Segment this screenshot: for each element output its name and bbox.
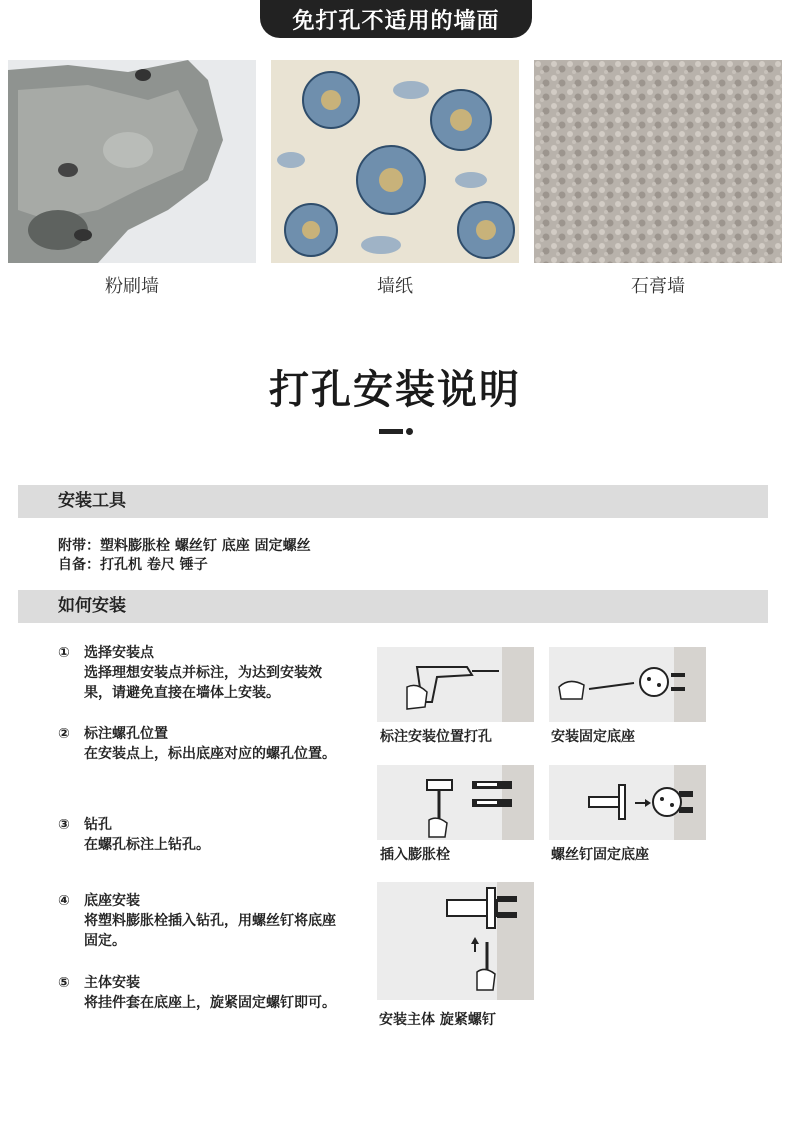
wall-label-plaster: 粉刷墙 — [105, 276, 159, 297]
panel-caption-3: 插入膨胀栓 — [380, 847, 450, 863]
wall-label-wallpaper: 墙纸 — [377, 276, 413, 297]
step-desc: 选择理想安装点并标注，为达到安装效果，请避免直接在墙体上安装。 — [84, 665, 322, 701]
panel-caption-1: 标注安装位置打孔 — [380, 729, 492, 745]
panel-screw-base-illustration — [549, 765, 706, 840]
step-title: 主体安装 — [84, 975, 140, 991]
step-desc: 在安装点上，标出底座对应的螺孔位置。 — [84, 746, 336, 762]
panel-caption-2: 安装固定底座 — [551, 729, 635, 745]
tools-included: 附带：塑料膨胀栓 螺丝钉 底座 固定螺丝 — [58, 538, 311, 554]
install-step-3 — [58, 815, 348, 855]
step-number: ③ — [58, 817, 70, 833]
step-desc: 在螺孔标注上钻孔。 — [84, 837, 210, 853]
panel-drill-illustration — [377, 647, 534, 722]
install-header: 如何安装 — [18, 590, 768, 623]
panel-caption-5: 安装主体 旋紧螺钉 — [379, 1012, 496, 1028]
panel-anchor-illustration — [377, 765, 534, 840]
step-number: ④ — [58, 893, 70, 909]
install-step-1 — [58, 643, 348, 703]
step-number: ② — [58, 726, 70, 742]
step-title: 标注螺孔位置 — [84, 726, 168, 742]
step-desc: 将塑料膨胀栓插入钻孔，用螺丝钉将底座固定。 — [84, 913, 336, 949]
install-step-5 — [58, 973, 348, 1013]
panel-base-illustration — [549, 647, 706, 722]
wall-photo-plaster — [8, 60, 256, 263]
step-desc: 将挂件套在底座上，旋紧固定螺钉即可。 — [84, 995, 336, 1011]
wall-photo-gypsum — [534, 60, 782, 263]
step-number: ⑤ — [58, 975, 70, 991]
top-banner: 免打孔不适用的墙面 — [260, 0, 532, 38]
step-title: 底座安装 — [84, 893, 140, 909]
step-number: ① — [58, 645, 70, 661]
section-title: 打孔安装说明 — [269, 367, 521, 413]
tools-header: 安装工具 — [18, 485, 768, 518]
step-title: 钻孔 — [84, 817, 112, 833]
wall-label-gypsum: 石膏墙 — [631, 276, 685, 297]
install-step-4 — [58, 891, 348, 951]
panel-mount-illustration — [377, 882, 534, 1000]
install-step-2 — [58, 724, 348, 764]
wall-photo-wallpaper — [271, 60, 519, 263]
tools-self-provided: 自备：打孔机 卷尺 锤子 — [58, 557, 208, 573]
panel-caption-4: 螺丝钉固定底座 — [551, 847, 649, 863]
step-title: 选择安装点 — [84, 645, 154, 661]
title-dot — [406, 428, 413, 435]
title-underline — [379, 429, 403, 434]
